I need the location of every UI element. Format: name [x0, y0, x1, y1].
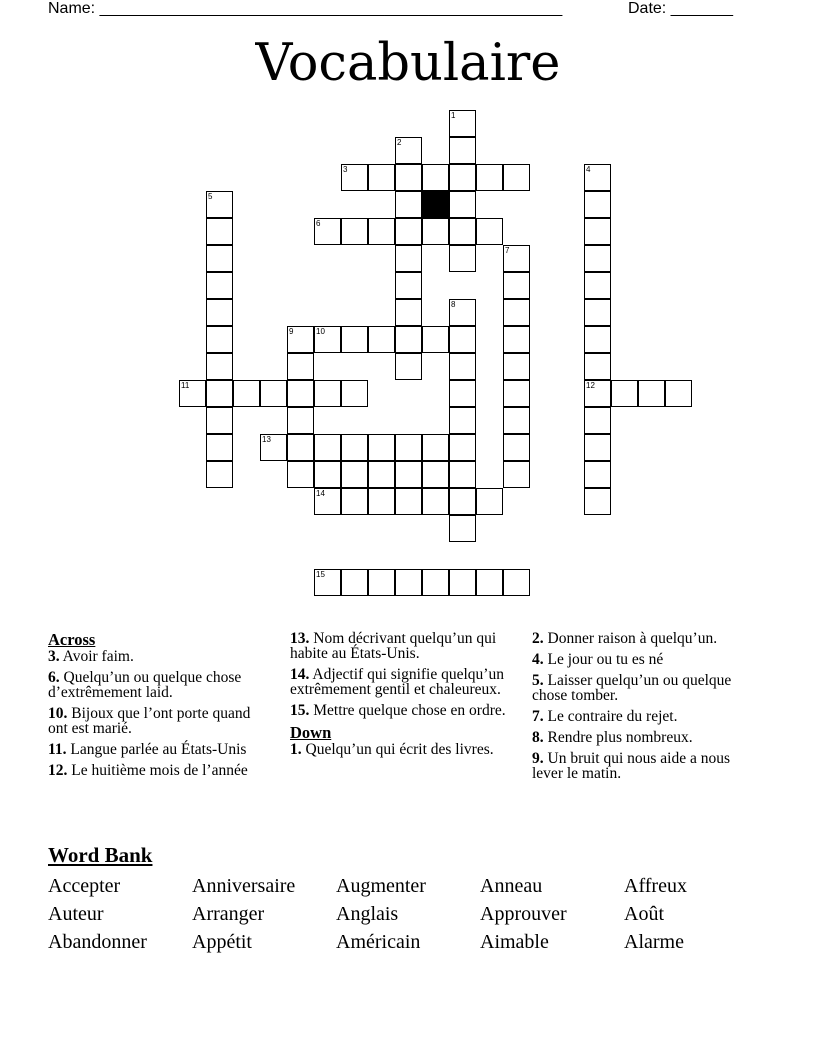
crossword-cell[interactable] — [341, 434, 368, 461]
crossword-cell[interactable] — [368, 488, 395, 515]
crossword-cell[interactable] — [206, 245, 233, 272]
crossword-cell[interactable] — [206, 218, 233, 245]
crossword-cell[interactable] — [503, 569, 530, 596]
crossword-cell[interactable] — [584, 488, 611, 515]
crossword-cell[interactable] — [314, 218, 341, 245]
crossword-cell[interactable] — [503, 380, 530, 407]
crossword-cell[interactable] — [422, 461, 449, 488]
word-bank-item: Auteur — [48, 903, 104, 925]
clue-number: 13 — [262, 435, 271, 444]
clue-down-5: 5. Laisser quelqu’un ou quelque chose tomber. — [532, 672, 732, 704]
clue-number: 2 — [397, 138, 402, 147]
date-line: Date: _______ — [628, 0, 733, 17]
crossword-cell[interactable] — [206, 407, 233, 434]
crossword-cell[interactable] — [449, 137, 476, 164]
crossword-cell[interactable] — [233, 380, 260, 407]
down-heading: Down — [290, 723, 332, 742]
clue-across-10: 10. Bijoux que l’ont porte quand ont est marié. — [48, 705, 251, 737]
crossword-cell[interactable] — [395, 164, 422, 191]
across-heading: Across — [48, 630, 96, 649]
crossword-cell[interactable] — [476, 164, 503, 191]
crossword-cell[interactable] — [449, 326, 476, 353]
crossword-cell[interactable] — [314, 461, 341, 488]
crossword-cell[interactable] — [584, 245, 611, 272]
word-bank-item: Abandonner — [48, 931, 147, 953]
crossword-cell[interactable] — [314, 434, 341, 461]
crossword-cell[interactable] — [422, 218, 449, 245]
crossword-cell[interactable] — [341, 326, 368, 353]
crossword-cell[interactable] — [584, 164, 611, 191]
crossword-cell[interactable] — [314, 569, 341, 596]
crossword-cell[interactable] — [611, 380, 638, 407]
crossword-cell[interactable] — [449, 434, 476, 461]
word-bank-item: Approuver — [480, 903, 567, 925]
word-bank-item: Arranger — [192, 903, 265, 925]
crossword-cell[interactable] — [584, 326, 611, 353]
clue-number: 8 — [451, 300, 456, 309]
clue-number: 3 — [343, 165, 348, 174]
clue-across-14: 14. Adjectif qui signifie quelqu’un extrêmement gentil et chaleureux. — [290, 666, 504, 698]
word-bank-item: Augmenter — [336, 875, 426, 897]
clue-number: 5 — [208, 192, 213, 201]
crossword-cell[interactable] — [179, 380, 206, 407]
clue-down-1: 1. Quelqu’un qui écrit des livres. — [290, 741, 494, 758]
word-bank-item: Anniversaire — [192, 875, 296, 897]
crossword-cell[interactable] — [422, 326, 449, 353]
crossword-cell[interactable] — [638, 380, 665, 407]
clue-across-6: 6. Quelqu’un ou quelque chose d’extrêmement laid. — [48, 669, 242, 701]
crossword-cell[interactable] — [341, 380, 368, 407]
clue-number: 15 — [316, 570, 325, 579]
crossword-cell[interactable] — [584, 434, 611, 461]
page-title: Vocabulaire — [255, 34, 561, 93]
clue-across-13: 13. Nom décrivant quelqu’un qui habite au États-Unis. — [290, 630, 497, 662]
crossword-black-cell — [422, 191, 449, 218]
crossword-cell[interactable] — [665, 380, 692, 407]
crossword-cell[interactable] — [395, 488, 422, 515]
crossword-cell[interactable] — [503, 407, 530, 434]
crossword-cell[interactable] — [368, 434, 395, 461]
crossword-cell[interactable] — [449, 191, 476, 218]
clue-down-4: 4. Le jour ou tu es né — [532, 651, 664, 668]
clue-number: 4 — [586, 165, 591, 174]
crossword-cell[interactable] — [449, 407, 476, 434]
clue-down-7: 7. Le contraire du rejet. — [532, 708, 678, 725]
crossword-cell[interactable] — [206, 353, 233, 380]
crossword-cell[interactable] — [287, 326, 314, 353]
crossword-cell[interactable] — [395, 353, 422, 380]
crossword-cell[interactable] — [503, 299, 530, 326]
crossword-cell[interactable] — [449, 299, 476, 326]
crossword-cell[interactable] — [287, 380, 314, 407]
word-bank-heading: Word Bank — [48, 843, 153, 867]
crossword-cell[interactable] — [368, 218, 395, 245]
crossword-cell[interactable] — [368, 164, 395, 191]
clue-number: 7 — [505, 246, 510, 255]
crossword-cell[interactable] — [503, 326, 530, 353]
word-bank-item: Accepter — [48, 875, 121, 897]
crossword-cell[interactable] — [314, 488, 341, 515]
crossword-cell[interactable] — [314, 326, 341, 353]
crossword-cell[interactable] — [287, 407, 314, 434]
clue-number: 11 — [181, 381, 190, 390]
crossword-cell[interactable] — [503, 164, 530, 191]
crossword-cell[interactable] — [395, 461, 422, 488]
name-line: Name: ____________________________________________________ — [48, 0, 563, 17]
clue-across-11: 11. Langue parlée au États-Unis — [48, 741, 247, 758]
crossword-cell[interactable] — [395, 326, 422, 353]
clue-number: 12 — [586, 381, 595, 390]
crossword-cell[interactable] — [503, 245, 530, 272]
clue-across-15: 15. Mettre quelque chose en ordre. — [290, 702, 506, 719]
crossword-cell[interactable] — [395, 137, 422, 164]
crossword-cell[interactable] — [449, 488, 476, 515]
word-bank-item: Anglais — [336, 903, 399, 925]
crossword-cell[interactable] — [368, 569, 395, 596]
crossword-cell[interactable] — [395, 569, 422, 596]
clue-number: 1 — [451, 111, 456, 120]
crossword-cell[interactable] — [422, 569, 449, 596]
across-clues-col-1 — [48, 631, 268, 784]
crossword-cell[interactable] — [395, 272, 422, 299]
crossword-cell[interactable] — [341, 488, 368, 515]
crossword-cell[interactable] — [476, 218, 503, 245]
crossword-cell[interactable] — [449, 353, 476, 380]
clue-across-3: 3. Avoir faim. — [48, 648, 134, 665]
crossword-cell[interactable] — [422, 434, 449, 461]
clue-number: 6 — [316, 219, 321, 228]
crossword-cell[interactable] — [584, 461, 611, 488]
crossword-cell[interactable] — [341, 461, 368, 488]
clue-down-8: 8. Rendre plus nombreux. — [532, 729, 693, 746]
word-bank-item: Alarme — [624, 931, 684, 953]
clue-number: 14 — [316, 489, 325, 498]
crossword-cell[interactable] — [476, 488, 503, 515]
crossword-cell[interactable] — [395, 434, 422, 461]
crossword-cell[interactable] — [449, 515, 476, 542]
crossword-cell[interactable] — [206, 299, 233, 326]
crossword-cell[interactable] — [287, 353, 314, 380]
clue-down-2: 2. Donner raison à quelqu’un. — [532, 630, 718, 647]
crossword-cell[interactable] — [503, 461, 530, 488]
word-bank-item: Américain — [336, 931, 421, 953]
crossword-cell[interactable] — [314, 380, 341, 407]
crossword-cell[interactable] — [422, 164, 449, 191]
crossword-cell[interactable] — [206, 380, 233, 407]
crossword-cell[interactable] — [449, 461, 476, 488]
crossword-cell[interactable] — [503, 434, 530, 461]
crossword-cell[interactable] — [341, 164, 368, 191]
crossword-cell[interactable] — [503, 353, 530, 380]
clues-col-2 — [290, 631, 528, 763]
word-bank-item: Aimable — [480, 931, 549, 953]
clue-across-12: 12. Le huitième mois de l’année — [48, 762, 248, 779]
crossword-cell[interactable] — [584, 272, 611, 299]
crossword-cell[interactable] — [341, 569, 368, 596]
crossword-cell[interactable] — [206, 272, 233, 299]
crossword-cell[interactable] — [287, 434, 314, 461]
crossword-cell[interactable] — [449, 380, 476, 407]
crossword-cell[interactable] — [287, 461, 314, 488]
crossword-cell[interactable] — [395, 218, 422, 245]
word-bank-item: Appétit — [192, 931, 252, 953]
down-clues-col-3 — [532, 631, 750, 787]
crossword-cell[interactable] — [206, 434, 233, 461]
crossword-cell[interactable] — [260, 380, 287, 407]
crossword-cell[interactable] — [206, 461, 233, 488]
clue-down-9: 9. Un bruit qui nous aide a nous lever le matin. — [532, 750, 731, 782]
crossword-cell[interactable] — [395, 245, 422, 272]
crossword-cell[interactable] — [395, 299, 422, 326]
crossword-cell[interactable] — [368, 461, 395, 488]
crossword-cell[interactable] — [449, 569, 476, 596]
crossword-cell[interactable] — [449, 110, 476, 137]
crossword-cell[interactable] — [368, 326, 395, 353]
crossword-cell[interactable] — [584, 191, 611, 218]
clue-number: 10 — [316, 327, 325, 336]
crossword-cell[interactable] — [341, 218, 368, 245]
crossword-cell[interactable] — [395, 191, 422, 218]
crossword-cell[interactable] — [584, 407, 611, 434]
crossword-cell[interactable] — [449, 245, 476, 272]
crossword-cell[interactable] — [584, 218, 611, 245]
crossword-cell[interactable] — [422, 488, 449, 515]
clue-number: 9 — [289, 327, 294, 336]
crossword-cell[interactable] — [449, 218, 476, 245]
word-bank-item: Affreux — [624, 875, 687, 897]
crossword-cell[interactable] — [206, 191, 233, 218]
crossword-cell[interactable] — [476, 569, 503, 596]
crossword-cell[interactable] — [584, 299, 611, 326]
crossword-cell[interactable] — [449, 164, 476, 191]
crossword-cell[interactable] — [503, 272, 530, 299]
crossword-cell[interactable] — [206, 326, 233, 353]
crossword-cell[interactable] — [584, 380, 611, 407]
word-bank-item: Anneau — [480, 875, 543, 897]
word-bank-item: Août — [624, 903, 664, 925]
crossword-cell[interactable] — [260, 434, 287, 461]
crossword-cell[interactable] — [584, 353, 611, 380]
